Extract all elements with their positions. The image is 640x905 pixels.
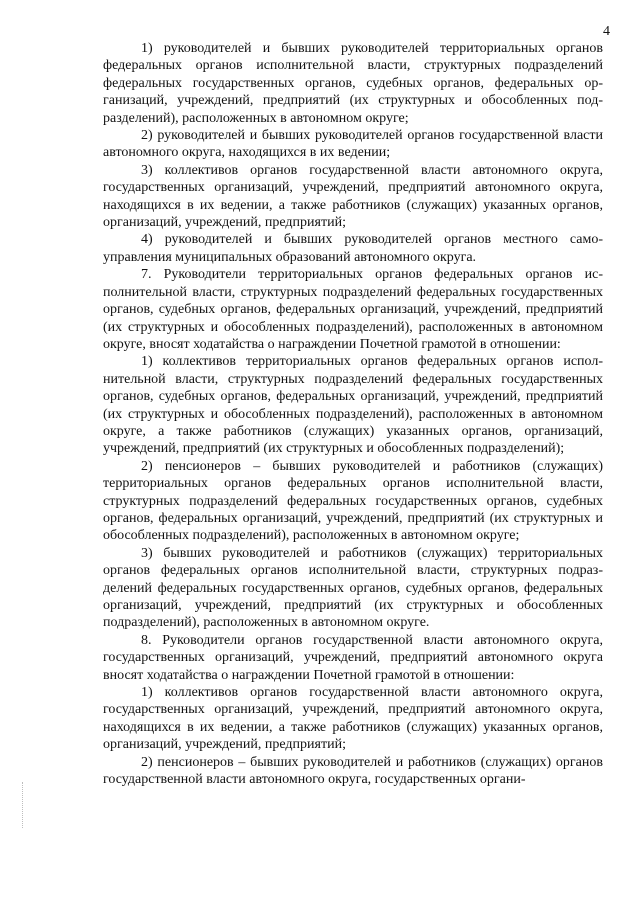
paragraph-7-item-1: 1) коллективов территориальных органов федеральных органов исполнительной власти, структурных подразделений федеральных государственных органов, судебных органов, федеральных организаций, учреждений, предприятий (их структурных и обособленных подразделений), расположенных в автономном округе, а также работников (служащих) указанных органов, организаций, учреждений, предприятий (их структурных и обособленных подразделений); xyxy=(103,354,603,457)
scan-margin-mark xyxy=(22,782,24,828)
paragraph-6-item-3: 3) коллективов органов государственной власти автономного округа, государственных организаций, учреждений, предприятий автономного округа, находящихся в их ведении, а также работников (служащих) указанных органов, организаций, учреждений, предприятий; xyxy=(103,162,603,231)
paragraph-7-intro: 7. Руководители территориальных органов федеральных органов исполнительной власти, структурных подразделений федеральных государственных органов, судебных органов, федеральных организаций, учреждений, предприятий (их структурных и обособленных подразделений), расположенных в автономном округе, вносят ходатайства о награждении Почетной грамотой в отношении: xyxy=(103,267,603,352)
paragraph-7-item-3: 3) бывших руководителей и работников (служащих) территориальных органов федеральных органов исполнительной власти, структурных подразделений федеральных государственных органов, судебных органов, федеральных организаций, учреждений, предприятий (их структурных и обособленных подразделений), расположенных в автономном округе. xyxy=(103,545,603,631)
paragraph-6-item-2: 2) руководителей и бывших руководителей органов государственной власти автономного округа, находящихся в их ведении; xyxy=(103,128,603,161)
paragraph-8-intro: 8. Руководители органов государственной власти автономного округа, государственных организаций, учреждений, предприятий автономного округа вносят ходатайства о награждении Почетной грамотой в отношении: xyxy=(103,632,603,683)
document-body xyxy=(103,40,603,788)
paragraph-7-item-2: 2) пенсионеров – бывших руководителей и работников (служащих) территориальных органов федеральных органов исполнительной власти, структурных подразделений федеральных государственных органов, судебных органов, федеральных организаций, учреждений, предприятий (их структурных и обособленных подразделений), расположенных в автономном округе; xyxy=(103,458,603,544)
paragraph-8-item-1: 1) коллективов органов государственной власти автономного округа, государственных организаций, учреждений, предприятий автономного округа, находящихся в их ведении, а также работников (служащих) указанных органов, организаций, учреждений, предприятий; xyxy=(103,685,603,753)
page-number: 4 xyxy=(603,24,610,39)
paragraph-6-item-1: 1) руководителей и бывших руководителей территориальных органов федеральных органов исполнительной власти, структурных подразделений федеральных государственных органов, судебных органов, федеральных организаций, учреждений, предприятий (их структурных и обособленных подразделений), расположенных в автономном округе; xyxy=(103,41,603,126)
paragraph-8-item-2: 2) пенсионеров – бывших руководителей и работников (служащих) органов государственной власти автономного округа, государственных органи- xyxy=(103,754,603,788)
paragraph-6-item-4: 4) руководителей и бывших руководителей органов местного самоуправления муниципальных образований автономного округа. xyxy=(103,232,603,265)
